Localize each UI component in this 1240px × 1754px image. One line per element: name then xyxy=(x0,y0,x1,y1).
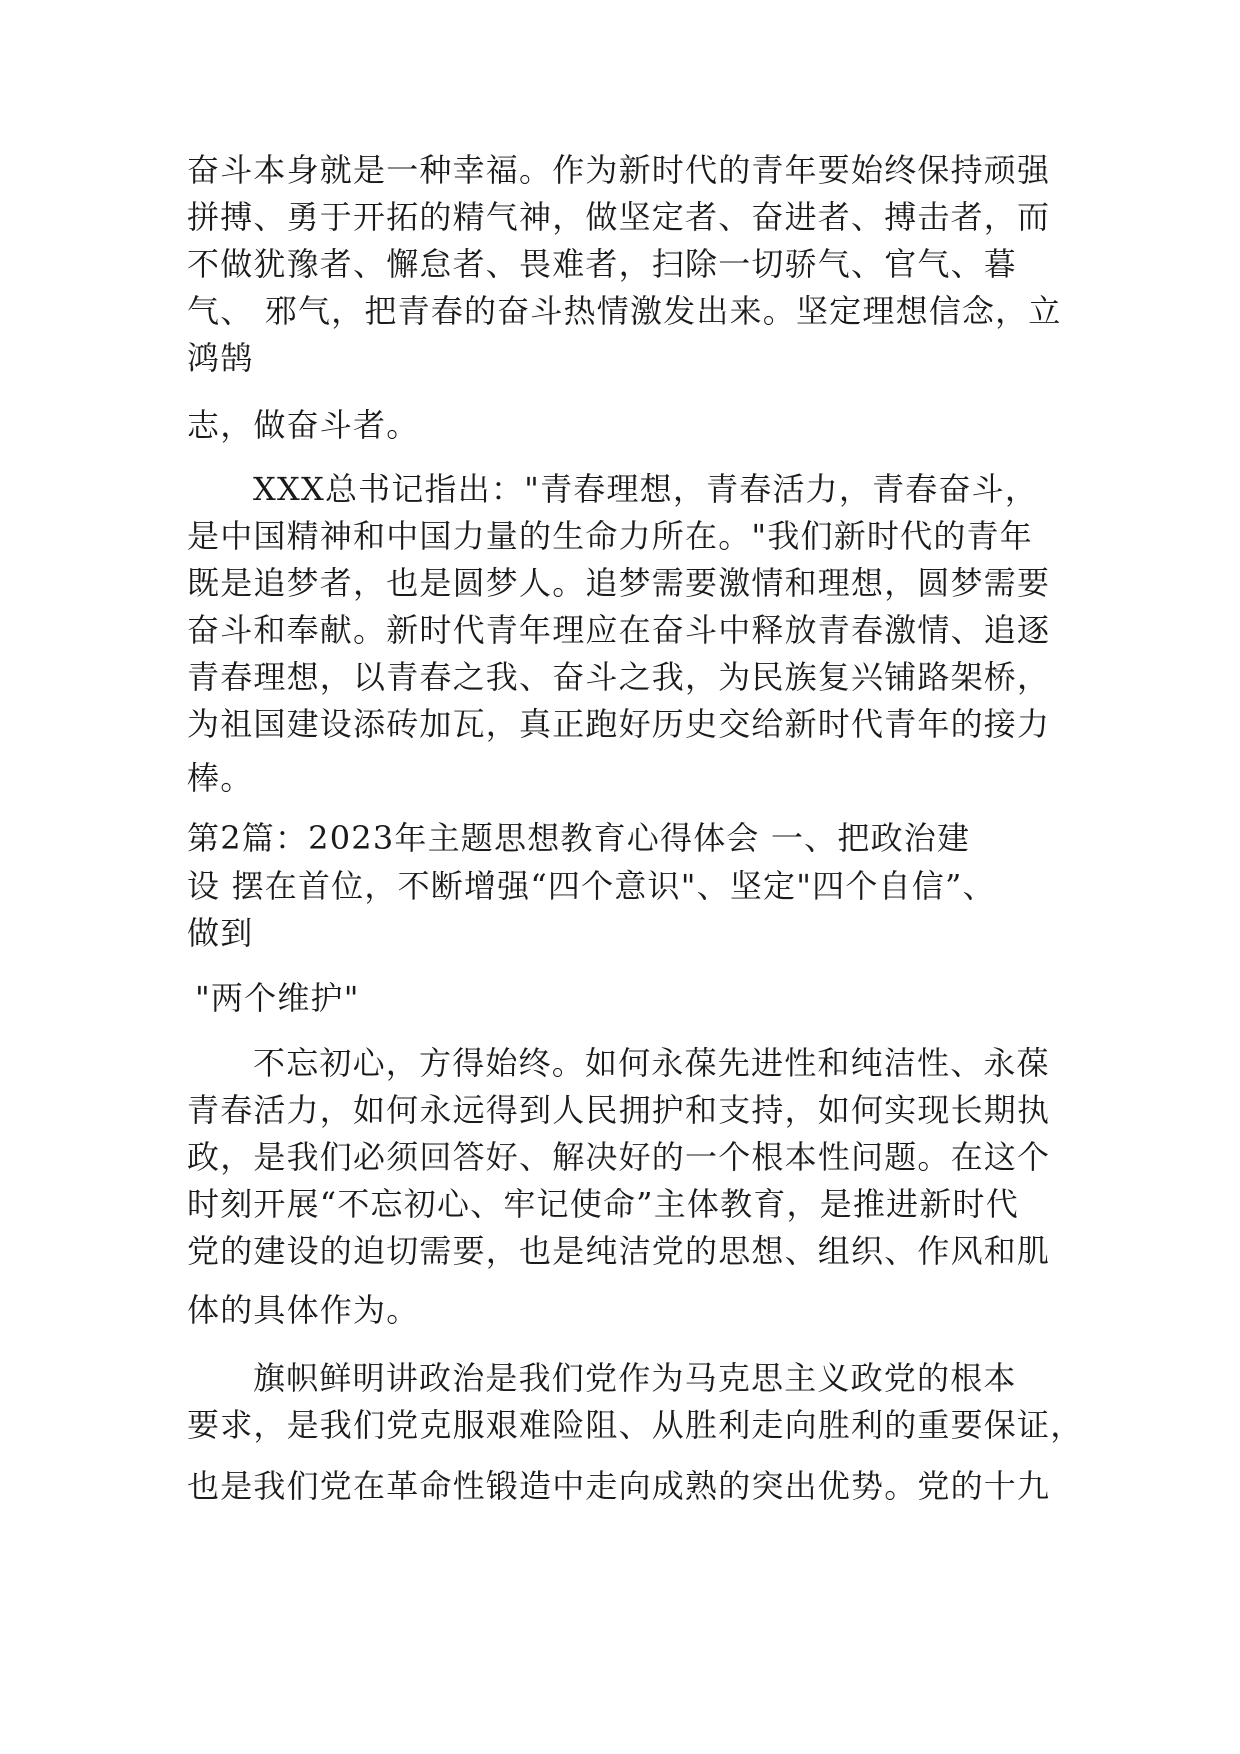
section-heading: "两个维护" xyxy=(195,979,360,1017)
text-line: 党的建设的迫切需要，也是纯洁党的思想、组织、作风和肌 xyxy=(187,1232,1051,1270)
text-line: 鸿鹄 xyxy=(187,339,254,377)
text-line: 既是追梦者，也是圆梦人。追梦需要激情和理想，圆梦需要 xyxy=(187,564,1051,602)
text-line: 政，是我们必须回答好、解决好的一个根本性问题。在这个 xyxy=(187,1138,1051,1176)
text-line: 不忘初心，方得始终。如何永葆先进性和纯洁性、永葆 xyxy=(253,1044,1050,1082)
text-line: 奋斗本身就是一种幸福。作为新时代的青年要始终保持顽强 xyxy=(187,151,1051,189)
text-line: 青春理想，以青春之我、奋斗之我，为民族复兴铺路架桥， xyxy=(187,658,1051,696)
text-line: XXX总书记指出："青春理想，青春活力，青春奋斗， xyxy=(253,470,1039,508)
text-line: 奋斗和奉献。新时代青年理应在奋斗中释放青春激情、追逐 xyxy=(187,611,1051,649)
text-line: 要求，是我们党克服艰难险阻、从胜利走向胜利的重要保证， xyxy=(187,1406,1084,1444)
text-line: 为祖国建设添砖加瓦，真正跑好历史交给新时代青年的接力 xyxy=(187,705,1051,743)
text-line: 棒。 xyxy=(187,759,254,797)
text-line: 气、 邪气，把青春的奋斗热情激发出来。坚定理想信念，立 xyxy=(187,292,1062,330)
text-line: 不做犹豫者、懈怠者、畏难者，扫除一切骄气、官气、暮 xyxy=(187,245,1018,283)
text-line: 旗帜鲜明讲政治是我们党作为马克思主义政党的根本 xyxy=(253,1359,1017,1397)
text-line: 体的具体作为。 xyxy=(187,1291,420,1329)
text-line: 志，做奋斗者。 xyxy=(187,406,420,444)
text-line: 也是我们党在革命性锻造中走向成熟的突出优势。党的十九 xyxy=(187,1467,1051,1505)
text-line: 是中国精神和中国力量的生命力所在。"我们新时代的青年 xyxy=(187,517,1033,555)
section-heading: 第2篇：2023年主题思想教育心得体会 一、把政治建 xyxy=(187,819,971,857)
section-heading: 设 摆在首位，不断增强“四个意识"、坚定"四个自信”、 xyxy=(187,867,996,905)
section-heading: 做到 xyxy=(187,914,254,952)
text-line: 拼搏、勇于开拓的精气神，做坚定者、奋进者、搏击者，而 xyxy=(187,198,1051,236)
text-line: 青春活力，如何永远得到人民拥护和支持，如何实现长期执 xyxy=(187,1091,1051,1129)
text-line: 时刻开展“不忘初心、牢记使命”主体教育，是推进新时代 xyxy=(187,1185,1019,1223)
